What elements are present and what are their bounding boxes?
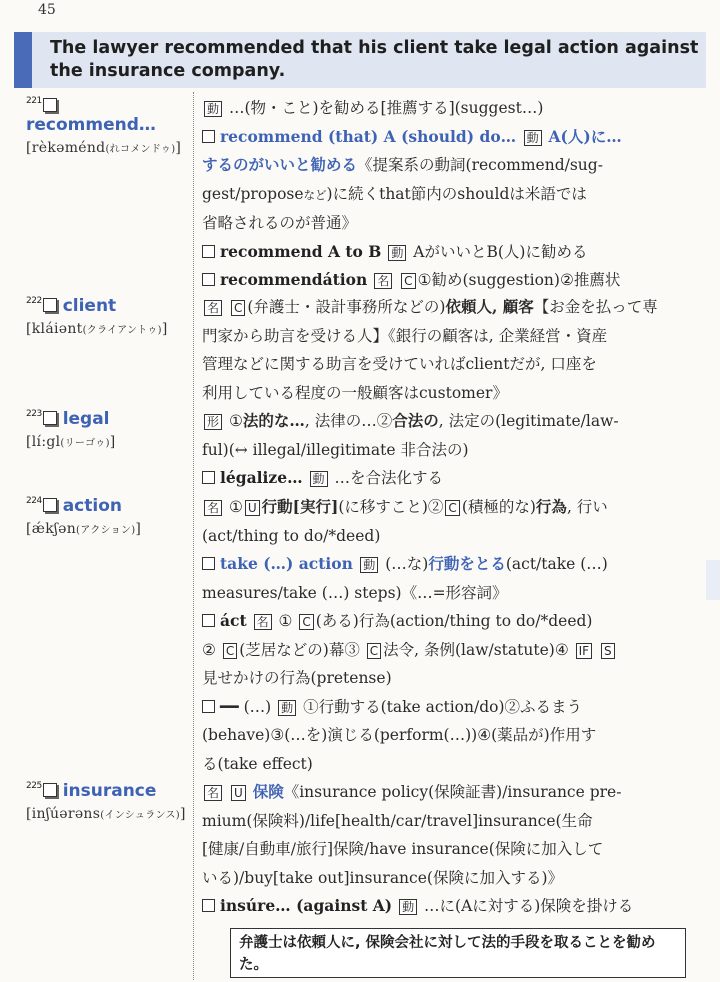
definition-legal [202,407,690,493]
definition-line: (act/thing to do/*deed) [202,526,381,545]
headword: legal [62,409,110,429]
definition-line: recommend A to B 動 AがいいとB(人)に勧める [202,238,690,267]
page-number: 45 [38,2,56,18]
definition-line: 形 ①法的な…, 法律の…②合法の, 法定の(legitimate/law- [202,407,690,436]
headword: client [62,296,117,316]
definition-line: [健康/自動車/旅行]保険/have insurance(保険に加入して [202,840,604,858]
header-accent-bar [14,32,32,88]
entry-head-action [26,496,191,537]
japanese-translation: 弁護士は依頼人に, 保険会社に対して法的手段を取ることを勧めた。 [230,928,686,978]
definition-line: するのがいいと勧める《提案系の動詞(recommend/sug- [202,155,603,174]
checkbox-icon[interactable] [43,298,57,312]
checkbox-icon[interactable] [43,783,57,797]
definition-line: る(take effect) [202,754,313,773]
definition-recommend [202,94,690,295]
definition-line: ful)(↔ illegal/illegitimate 非合法の) [202,440,469,459]
checkbox-icon[interactable] [43,498,57,512]
entry-number: 222 [26,296,42,306]
definition-line: 管理などに関する助言を受けていればclientだが, 口座を [202,355,597,373]
definition-line: 名 ① U 行動[実行](に移すこと)② C (積極的な)行為, 行い [202,493,690,522]
headword: action [62,496,122,516]
page-edge-tab [706,560,720,600]
definition-insurance [202,778,690,921]
definition-line: 門家から助言を受ける人】《銀行の顧客は, 企業経営・資産 [202,326,608,345]
definition-action [202,493,690,778]
definition-line: ② C (芝居などの)幕③ C 法令, 条例(law/statute)④ IF S [202,636,690,665]
pronunciation: [inʃúərəns(インシュランス)] [26,806,186,822]
checkbox-icon[interactable] [43,411,57,425]
definition-line: recommend (that) A (should) do… 動 A(人)に… [202,123,690,152]
definition-line: mium(保険料)/life[health/car/travel]insurance(生命 [202,811,593,830]
entry-number: 225 [26,781,42,791]
definition-client [202,293,690,407]
definition-line: légalize… 動 …を合法化する [202,464,690,493]
example-sentence: The lawyer recommended that his client take legal action against the insurance company. [50,38,699,81]
definition-line: 動 …(物・こと)を勧める[推薦する](suggest…) [202,94,690,123]
definition-line: 利用している程度の一般顧客はcustomer》 [202,383,508,402]
pronunciation: [ǽkʃən(アクション)] [26,521,142,537]
headword: insurance [62,781,157,801]
entry-number: 221 [26,96,42,106]
definition-line: gest/proposeなど)に続くthat節内のshouldは米語では [202,184,587,203]
definition-line: 名 C (弁護士・設計事務所などの)依頼人, 顧客【お金を払って専 [202,293,690,322]
definition-line: take (…) action 動 (…な)行動をとる(act/take (…) [202,550,690,579]
definition-line: いる)/buy[take out]insurance(保険に加入する)》 [202,868,563,887]
entry-head-recommend [26,96,191,156]
definition-line: (behave)③(…を)演じる(perform(…))④(薬品が)作用す [202,726,597,744]
definition-line: 名 U 保険《insurance policy(保険証書)/insurance pre- [202,778,690,807]
pronunciation: [rèkəménd(れコメンドゥ)] [26,140,182,156]
definition-line: recommendátion 名 C ①勧め(suggestion)②推薦状 [202,266,690,295]
definition-line: 見せかけの行為(pretense) [202,669,392,687]
definition-line: ━━ (…) 動 ①行動する(take action/do)②ふるまう [202,693,690,722]
entry-number: 224 [26,496,42,506]
entry-head-legal [26,409,191,450]
pronunciation: [lí:gl(リーゴゥ)] [26,434,116,450]
definition-line: measures/take (…) steps)《…=形容詞》 [202,583,508,602]
definition-line: áct 名 ① C (ある)行為(action/thing to do/*deed) [202,607,690,636]
entry-head-client [26,296,191,337]
headword: recommend… [26,115,156,135]
checkbox-icon[interactable] [43,98,57,112]
entry-number: 223 [26,409,42,419]
entry-head-insurance [26,781,191,822]
definition-line: 省略されるのが普通》 [202,214,358,232]
column-divider [193,92,194,980]
pronunciation: [kláiənt(クライアントゥ)] [26,321,168,337]
example-sentence-header [14,32,706,88]
definition-line: insúre… (against A) 動 …に(Aに対する)保険を掛ける [202,892,690,921]
